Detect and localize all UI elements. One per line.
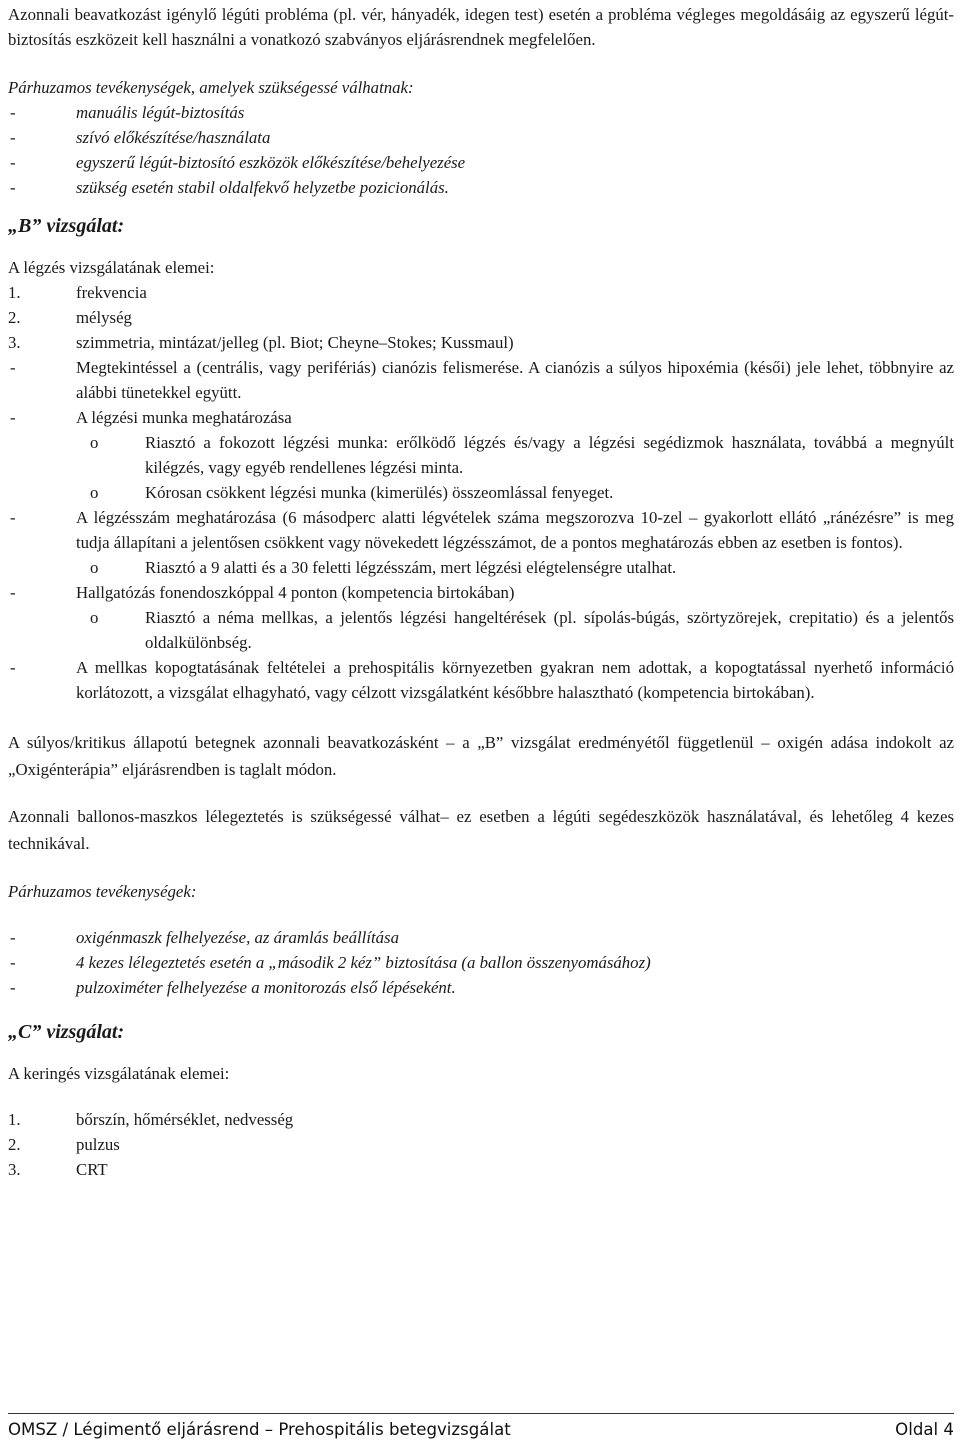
section-b-bullet-list [8,355,954,430]
list-item [8,330,954,355]
sub-list [8,555,954,580]
list-item: - oxigénmaszk felhelyezése, az áramlás beállítása [8,925,954,950]
ventilation-paragraph: Azonnali ballonos-maszkos lélegeztetés is szükségessé válhat– ez esetben a légúti segédeszközök használatával, és lehetőleg 4 kezes technikával. [8,807,954,853]
list-item [8,305,954,330]
list-item: - manuális légút-biztosítás [8,100,954,125]
list-item: - 4 kezes lélegeztetés esetén a „második 2 kéz” biztosítása (a ballon összenyomásához) [8,950,954,975]
parallel-activities-title: Párhuzamos tevékenységek, amelyek szükségessé válhatnak: [8,78,414,97]
section-b-numbered-list [8,280,954,355]
sub-list-item: o Riasztó a 9 alatti és a 30 feletti légzésszám, mert légzési elégtelenségre utalhat. [8,555,954,580]
oxygen-paragraph: A súlyos/kritikus állapotú betegnek azonnali beavatkozásként – a „B” vizsgálat eredményétől függetlenül – oxigén adása indokolt az „Oxigénterápia” eljárásrendben is taglalt módon. [8,733,954,779]
item-number: 2. [8,308,21,327]
list-item: - pulzoximéter felhelyezése a monitorozás első lépéseként. [8,975,954,1000]
section-c-subtitle: A keringés vizsgálatának elemei: [8,1064,230,1083]
parallel-activities-list-2 [8,925,954,1000]
item-text: A légzési munka meghatározása [76,408,292,427]
list-item [8,1132,954,1157]
page-number: Oldal 4 [895,1420,954,1439]
sub-list-item: o Riasztó a néma mellkas, a jelentős légzési hangeltérések (pl. sípolás-búgás, szörtyzörejek, crepitatio) és a jelentős oldalkülönbség. [8,605,954,655]
parallel-activities-list [8,100,954,200]
item-text: pulzus [76,1135,120,1154]
item-number: 2. [8,1135,21,1154]
section-b-subtitle: A légzés vizsgálatának elemei: [8,258,215,277]
item-text: Hallgatózás fonendoszkóppal 4 ponton (kompetencia birtokában) [76,583,515,602]
list-item [8,355,954,405]
list-item [8,505,954,555]
item-number: 1. [8,1110,21,1129]
intro-paragraph: Azonnali beavatkozást igénylő légúti probléma (pl. vér, hányadék, idegen test) esetén a probléma végleges megoldásáig az egyszerű légút-biztosítás eszközeit kell használni a vonatkozó szabványos eljárásrendnek megfelelően. [8,5,954,49]
page-footer [8,1413,954,1439]
item-text: A légzésszám meghatározása (6 másodperc alatti légvételek száma megszorozva 10-zel – gyakorlott ellátó „ránézésre” is meg tudja állapítani a jelentősen csökkent vagy növekedett légzésszámot, de a pontos meghatározás ebben az esetben is fontos). [76,508,954,552]
list-item: - szükség esetén stabil oldalfekvő helyzetbe pozicionálás. [8,175,954,200]
sub-list [8,430,954,505]
section-b-bullet-list [8,655,954,705]
list-item [8,280,954,305]
item-text: mélység [76,308,132,327]
section-c-numbered-list [8,1107,954,1182]
parallel-activities-title-2: Párhuzamos tevékenységek: [8,882,197,901]
section-b-bullet-list [8,505,954,555]
list-item: - szívó előkészítése/használata [8,125,954,150]
item-text: Megtekintéssel a (centrális, vagy perifériás) cianózis felismerése. A cianózis a súlyos hipoxémia (késői) jele lehet, többnyire az alábbi tünetekkel együtt. [76,358,954,402]
item-number: 3. [8,1160,21,1179]
list-item [8,580,954,605]
list-item [8,1107,954,1132]
item-text: CRT [76,1160,108,1179]
item-number: 1. [8,283,21,302]
sub-list [8,605,954,655]
section-c-heading: „C” vizsgálat: [8,1021,125,1043]
list-item [8,405,954,430]
list-item [8,655,954,705]
item-text: bőrszín, hőmérséklet, nedvesség [76,1110,294,1129]
list-item [8,1157,954,1182]
list-item: - egyszerű légút-biztosító eszközök előkészítése/behelyezése [8,150,954,175]
item-number: 3. [8,333,21,352]
sub-list-item: o Riasztó a fokozott légzési munka: erőlködő légzés és/vagy a légzési segédizmok használata, továbbá a megnyúlt kilégzés, vagy egyéb rendellenes légzési minta. [8,430,954,480]
item-text: szimmetria, mintázat/jelleg (pl. Biot; Cheyne–Stokes; Kussmaul) [76,333,514,352]
sub-list-item: o Kórosan csökkent légzési munka (kimerülés) összeomlással fenyeget. [8,480,954,505]
item-text: A mellkas kopogtatásának feltételei a prehospitális környezetben gyakran nem adottak, a kopogtatással nyerhető információ korlátozott, a vizsgálat elhagyható, vagy célzott vizsgálatként későbbre halasztható (kompetencia birtokában). [76,658,954,702]
section-b-bullet-list [8,580,954,605]
document-page [8,0,954,1182]
section-b-heading: „B” vizsgálat: [8,215,125,237]
item-text: frekvencia [76,283,147,302]
footer-title: OMSZ / Légimentő eljárásrend – Prehospitális betegvizsgálat [8,1420,511,1439]
